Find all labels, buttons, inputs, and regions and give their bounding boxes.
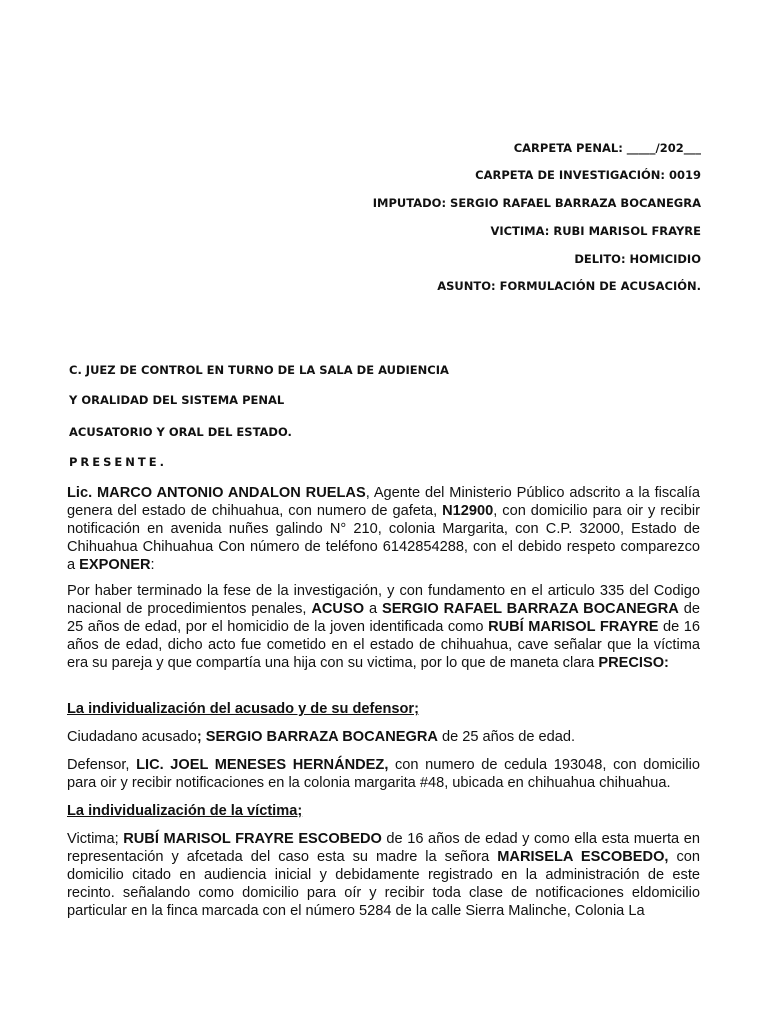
- carpeta-penal: CARPETA PENAL: _____/202___: [513, 141, 701, 155]
- victim-name: RUBÍ MARISOL FRAYRE: [488, 619, 659, 635]
- heading-victim: La individualización de la víctima;: [67, 803, 303, 819]
- acuso-keyword: ACUSO: [311, 601, 365, 617]
- mother-name: MARISELA ESCOBEDO,: [497, 849, 669, 865]
- accused-name: SERGIO RAFAEL BARRAZA BOCANEGRA: [381, 601, 679, 617]
- heading-accused-defender: La individualización del acusado y de su defensor;: [67, 701, 419, 717]
- carpeta-investigacion: CARPETA DE INVESTIGACIÓN: 0019: [475, 168, 701, 182]
- delito: DELITO: HOMICIDIO: [574, 252, 701, 266]
- victim-full-name: RUBÍ MARISOL FRAYRE ESCOBEDO: [123, 831, 382, 847]
- paragraph-defender: Defensor, LIC. JOEL MENESES HERNÁNDEZ, con numero de cedula 193048, con domicilio para oir y recibir notificaciones en la colonia margarita #48, ubicada en chihuahua chihuahua.: [67, 757, 700, 791]
- prosecutor-name: Lic. MARCO ANTONIO ANDALON RUELAS: [67, 485, 366, 501]
- addressee-line-1: C. JUEZ DE CONTROL EN TURNO DE LA SALA DE AUDIENCIA: [69, 363, 449, 377]
- addressee-line-3: ACUSATORIO Y ORAL DEL ESTADO.: [69, 425, 292, 439]
- asunto: ASUNTO: FORMULACIÓN DE ACUSACIÓN.: [437, 279, 701, 293]
- victima: VICTIMA: RUBI MARISOL FRAYRE: [490, 224, 701, 238]
- paragraph-introduction: Lic. MARCO ANTONIO ANDALON RUELAS, Agente del Ministerio Público adscrito a la fiscalía genera del estado de chihuahua, con numero de gafeta, N12900, con domicilio para oir y recibir notificación en avenida nuñes galindo N° 210, colonia Margarita, con C.P. 32000, Estado de Chihuahua Chihuahua Con número de teléfono 6142854288, con el debido respeto comparezco a EXPONER:: [67, 485, 700, 573]
- defender-name: LIC. JOEL MENESES HERNÁNDEZ,: [136, 757, 389, 773]
- exponer-keyword: EXPONER: [79, 557, 151, 573]
- badge-number: N12900: [442, 503, 494, 519]
- imputado: IMPUTADO: SERGIO RAFAEL BARRAZA BOCANEGRA: [372, 196, 701, 210]
- paragraph-accused: Ciudadano acusado; SERGIO BARRAZA BOCANEGRA de 25 años de edad.: [67, 729, 576, 745]
- presente: PRESENTE.: [69, 455, 167, 469]
- paragraph-accusation: Por haber terminado la fese de la investigación, y con fundamento en el articulo 335 del Codigo nacional de procedimientos penales, ACUSO a SERGIO RAFAEL BARRAZA BOCANEGRA de 25 años de edad, por el homicidio de la joven identificada como RUBÍ MARISOL FRAYRE de 16 años de edad, dicho acto fue cometido en el estado de chihuahua, cave señalar que la víctima era su pareja y que compartía una hija con su victima, por lo que de maneta clara PRECISO:: [67, 583, 701, 671]
- preciso-keyword: PRECISO:: [598, 655, 669, 671]
- accused-full-name: ; SERGIO BARRAZA BOCANEGRA: [196, 729, 438, 745]
- paragraph-victim: Victima; RUBÍ MARISOL FRAYRE ESCOBEDO de 16 años de edad y como ella esta muerta en representación y afcetada del caso esta su madre la señora MARISELA ESCOBEDO, con domicilio citado en audiencia inicial y debidamente registrado en la administración de este recinto. señalando como domicilio para oír y recibir toda clase de notificaciones eldomicilio particular en la finca marcada con el número 5284 de la calle Sierra Malinche, Colonia La: [67, 831, 700, 919]
- addressee-line-2: Y ORALIDAD DEL SISTEMA PENAL: [69, 393, 285, 407]
